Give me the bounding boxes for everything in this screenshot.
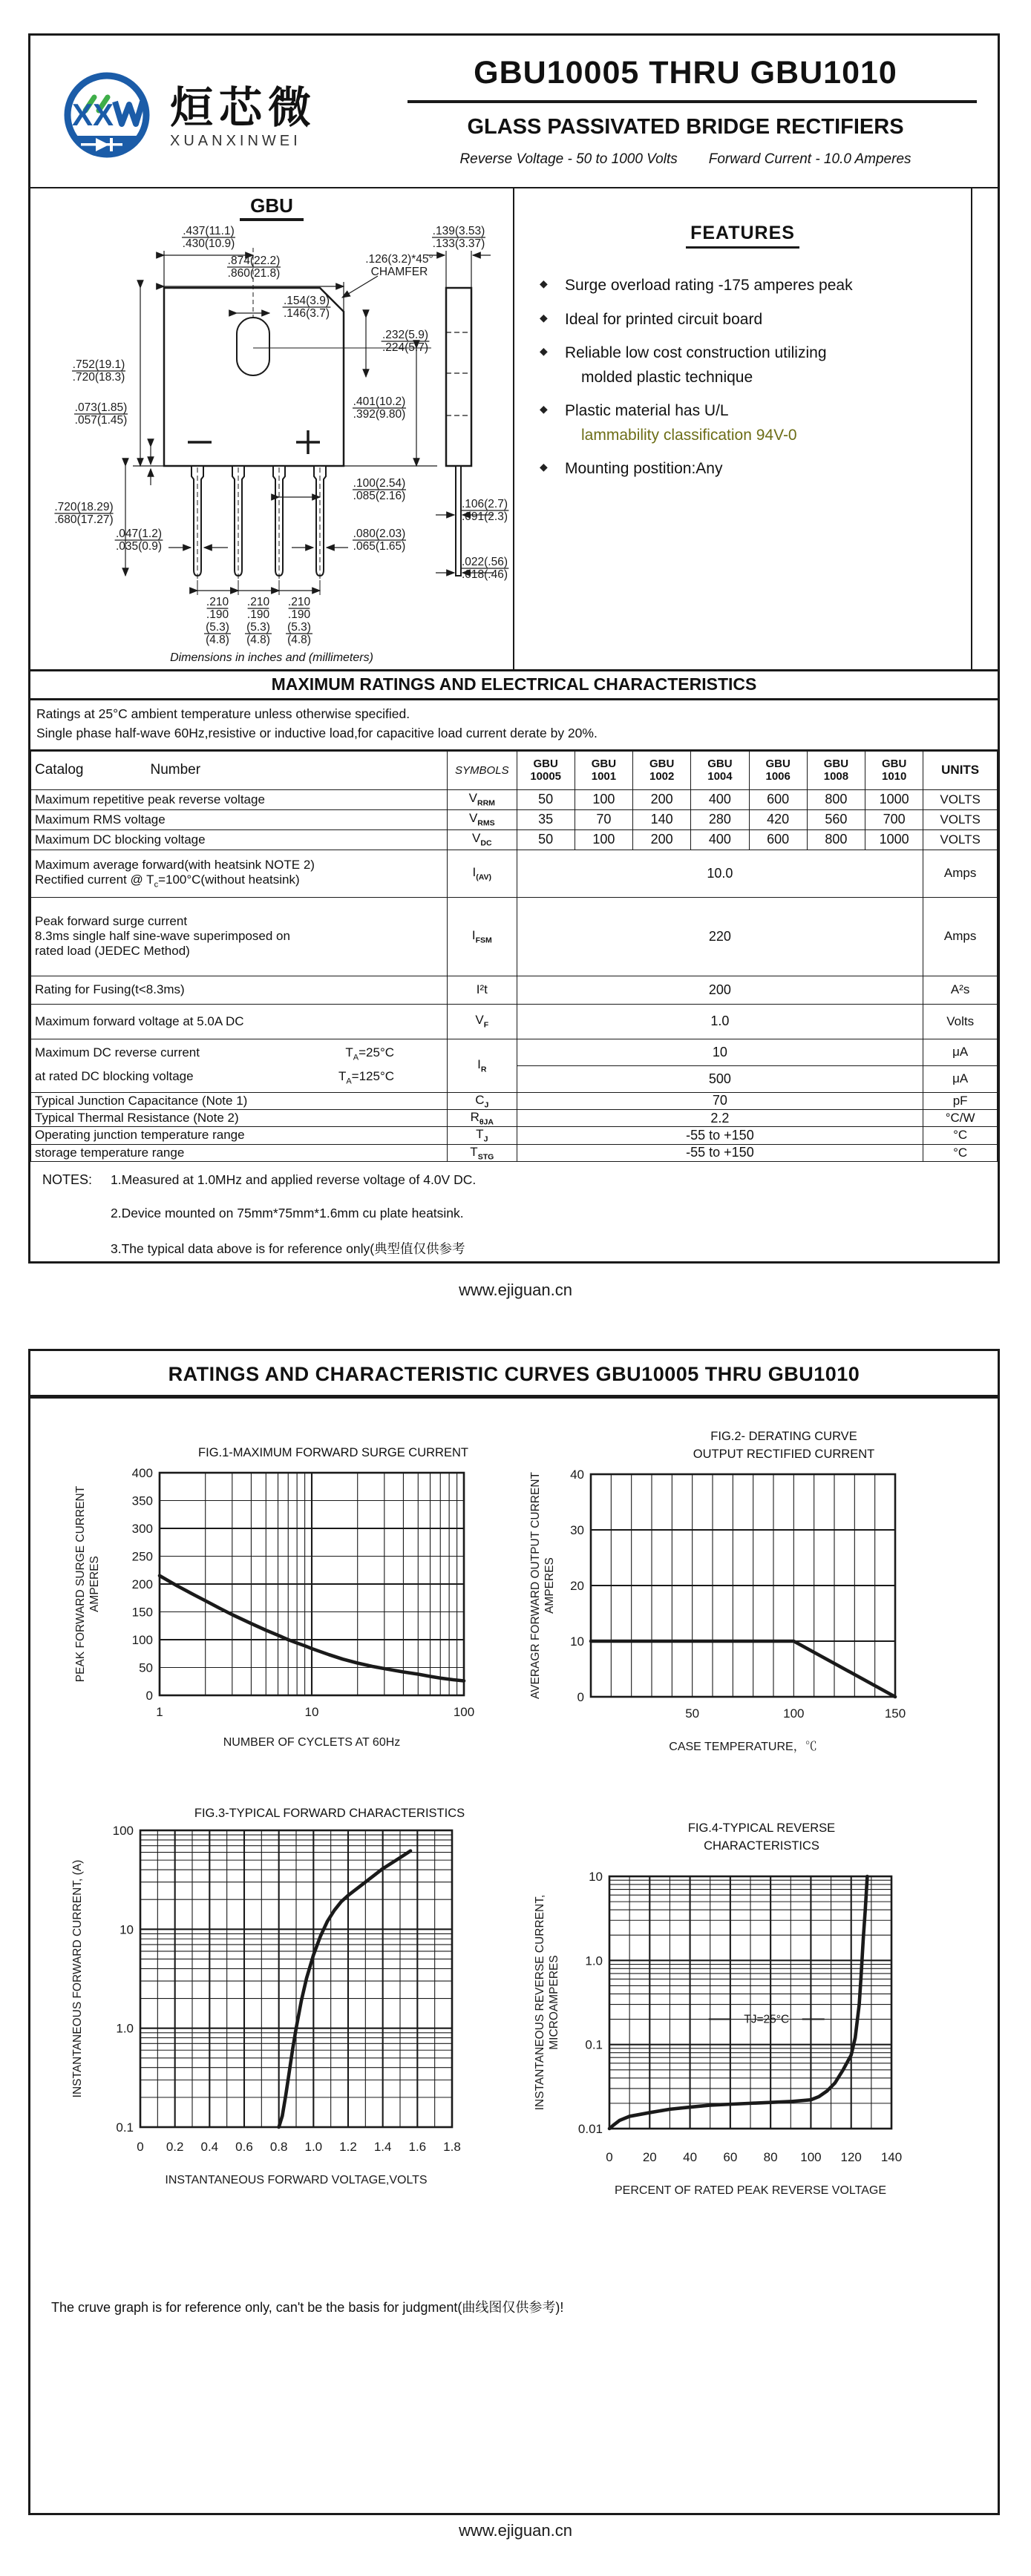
dimension-label: .057(1.45) — [74, 414, 128, 427]
dimension-label: .091(2.3) — [461, 510, 508, 523]
table-row: Maximum DC blocking voltage $V_{DC}$ 50 100 200 400 600 800 1000 VOLTS — [31, 829, 998, 850]
svg-text:AVERAGR FORWARD OUTPUT CURR: AVERAGR FORWARD OUTPUT CURRENT — [529, 1471, 542, 1699]
dimension-label: .190 — [287, 608, 311, 621]
svg-text:20: 20 — [570, 1578, 584, 1593]
dimension-label: .720(18.29) — [54, 501, 114, 513]
ratings-table — [30, 751, 998, 1163]
figure-1-chart — [51, 1462, 519, 1758]
svg-text:20: 20 — [642, 2149, 657, 2164]
table-row: Maximum average forward(with heatsink NOTE 2) Rectified current @ $T_c=100^\circ C(without$ heatsink) $I_{(AV)}$ 10.0 Amps — [31, 850, 998, 897]
svg-text:10: 10 — [120, 1922, 134, 1937]
doc-subtitle: GLASS PASSIVATED BRIDGE RECTIFIERS — [467, 115, 904, 139]
dimension-label: (4.8) — [246, 634, 270, 646]
svg-text:350: 350 — [131, 1494, 153, 1508]
table-row: Maximum repetitive peak reverse voltage $V_{RRM}$ 50 100 200 400 600 800 1000 VOLTS — [31, 789, 998, 809]
dimension-caption: Dimensions in inches and (millimeters) — [170, 651, 373, 664]
dimension-label: .752(19.1) — [72, 358, 125, 371]
diamond-bullet-icon: ◆ — [540, 403, 548, 415]
dimension-label: .190 — [246, 608, 270, 621]
dimension-label: (4.8) — [206, 634, 229, 646]
svg-text:0: 0 — [137, 2139, 144, 2154]
dimension-label: .018(.46) — [461, 568, 508, 581]
svg-text:100: 100 — [112, 1823, 134, 1838]
svg-text:0.8: 0.8 — [269, 2139, 288, 2154]
dimension-label: .133(3.37) — [432, 237, 485, 250]
note-line: 2.Device mounted on 75mm*75mm*1.6mm cu plate heatsink. — [111, 1206, 464, 1221]
svg-text:0: 0 — [145, 1688, 153, 1703]
dimension-label: .190 — [206, 608, 229, 621]
figure-2 — [517, 1428, 1007, 1763]
package-outline-drawing — [30, 221, 513, 654]
dimension-label: (4.8) — [287, 634, 311, 646]
svg-text:XX: XX — [72, 97, 114, 132]
table-row: Rating for Fusing(t<8.3ms) I²t 200 A²s — [31, 976, 998, 1004]
notes-label: NOTES: — [42, 1172, 93, 1188]
table-row: Typical Junction Capacitance (Note 1) $C_J$ 70 pF — [31, 1092, 998, 1109]
svg-text:1.0: 1.0 — [585, 1954, 603, 1968]
dimension-label: .210 — [206, 596, 229, 608]
svg-text:150: 150 — [884, 1706, 906, 1721]
dimension-label: .100(2.54) — [353, 477, 406, 490]
dimension-label: .085(2.16) — [353, 490, 406, 502]
figure-3-chart — [51, 1823, 519, 2194]
ratings-preamble — [30, 700, 998, 751]
dimension-label: .073(1.85) — [74, 401, 128, 414]
dimension-label: .680(17.27) — [54, 513, 114, 526]
svg-text:INSTANTANEOUS REVERSE CURREN: INSTANTANEOUS REVERSE CURRENT, — [534, 1894, 546, 2111]
svg-text:100: 100 — [453, 1704, 475, 1719]
dimension-label: .210 — [287, 596, 311, 608]
table-row: Peak forward surge current 8.3ms single half sine-wave superimposed on rated load (JEDEC Method) $I_{FSM}$ 220 Amps — [31, 897, 998, 976]
dimension-label: .392(9.80) — [353, 408, 406, 421]
svg-text:PERCENT OF RATED PEAK REVERSE: PERCENT OF RATED PEAK REVERSE VOLTAGE — [614, 2184, 887, 2197]
dimension-label: .860(21.8) — [227, 267, 281, 280]
svg-text:MICROAMPERES: MICROAMPERES — [548, 1955, 560, 2050]
figures-area — [30, 1399, 998, 2278]
dimension-label: .035(0.9) — [115, 540, 163, 553]
dimension-label: .106(2.7) — [461, 498, 508, 510]
curves-heading: RATINGS AND CHARACTERISTIC CURVES GBU10005 THRU GBU1010 — [30, 1351, 998, 1399]
dimension-label: CHAMFER — [370, 266, 428, 278]
svg-text:1.2: 1.2 — [339, 2139, 357, 2154]
ratings-note-1: Ratings at 25°C ambient temperature unless otherwise specified. — [36, 706, 410, 721]
dimension-label: (5.3) — [246, 621, 270, 634]
dimension-label: .232(5.9) — [382, 329, 429, 341]
svg-text:40: 40 — [570, 1467, 584, 1482]
svg-text:0.1: 0.1 — [116, 2120, 134, 2135]
figure-4-title: FIG.4-TYPICAL REVERSE CHARACTERISTICS — [687, 1821, 836, 1853]
feature-item: ◆ Plastic material has U/L lammability classification 94V-0 — [540, 402, 797, 444]
dimension-label: .022(.56) — [461, 556, 508, 568]
svg-text:AMPERES: AMPERES — [543, 1557, 556, 1614]
svg-text:0.4: 0.4 — [200, 2139, 219, 2154]
figure-4 — [517, 1820, 1007, 2208]
table-row: Maximum RMS voltage $V_{RMS}$ 35 70 140 280 420 560 700 VOLTS — [31, 809, 998, 829]
svg-text:1.6: 1.6 — [408, 2139, 427, 2154]
svg-text:150: 150 — [131, 1605, 153, 1620]
package-name: GBU — [30, 194, 513, 221]
figure-2-chart — [517, 1464, 1007, 1759]
feature-item: ◆ Reliable low cost construction utilizing molded plastic technique — [540, 344, 827, 386]
svg-text:100: 100 — [800, 2149, 822, 2164]
diamond-bullet-icon: ◆ — [540, 461, 548, 473]
svg-text:1.4: 1.4 — [373, 2139, 392, 2154]
svg-text:1: 1 — [156, 1704, 163, 1719]
chart-annotation: TJ=25°C — [744, 2013, 790, 2026]
note-line: 3.The typical data above is for reference only(典型值仅供参考 — [111, 1241, 465, 1257]
package-diagram-section — [30, 188, 514, 669]
dimension-label: .065(1.65) — [353, 540, 406, 553]
svg-text:1.0: 1.0 — [304, 2139, 323, 2154]
svg-text:300: 300 — [131, 1521, 153, 1536]
table-row: Maximum DC reverse current $T_A=25^\circ C$ at rated DC blocking voltage $T_A=125^\circ C$ $I_R$ 10 μA — [31, 1039, 998, 1065]
figure-1-title: FIG.1-MAXIMUM FORWARD SURGE CURRENT — [198, 1446, 468, 1459]
title-rule — [408, 100, 977, 103]
table-row: Typical Thermal Resistance (Note 2) $R_{\theta JA}$ 2.2 °C/W — [31, 1109, 998, 1126]
dimension-label: .430(10.9) — [182, 237, 235, 250]
figure-2-title: FIG.2- DERATING CURVE OUTPUT RECTIFIED CURRENT — [693, 1430, 875, 1461]
table-row: 500 μA — [31, 1065, 998, 1092]
dimension-label: .437(11.1) — [183, 225, 235, 237]
svg-text:40: 40 — [683, 2149, 698, 2164]
feature-item: ◆ Ideal for printed circuit board — [540, 310, 763, 328]
svg-text:AMPERES: AMPERES — [88, 1556, 101, 1612]
features-section — [514, 188, 972, 669]
dimension-label: .126(3.2)*45° — [365, 253, 433, 266]
dimension-label: (5.3) — [287, 621, 311, 634]
table-header-row: Catalog Number SYMBOLS GBU 10005 GBU 1001 GBU 1002 GBU 1004 GBU 1006 GBU 1008 GBU 1010 UNITS — [31, 751, 998, 789]
features-heading: FEATURES — [686, 223, 799, 249]
svg-text:140: 140 — [880, 2149, 903, 2164]
svg-text:INSTANTANEOUS FORWARD VOLTAGE,: INSTANTANEOUS FORWARD VOLTAGE,VOLTS — [165, 2173, 428, 2186]
svg-text:0.6: 0.6 — [235, 2139, 253, 2154]
svg-text:PEAK FORWARD SURGE CURRENT: PEAK FORWARD SURGE CURRENT — [74, 1485, 87, 1683]
svg-text:30: 30 — [570, 1522, 584, 1537]
dimension-label: .139(3.53) — [432, 225, 485, 237]
feature-item: ◆ Surge overload rating -175 amperes peak — [540, 277, 853, 294]
svg-text:200: 200 — [131, 1577, 153, 1591]
svg-text:0.2: 0.2 — [166, 2139, 184, 2154]
svg-text:10: 10 — [304, 1704, 319, 1719]
svg-text:50: 50 — [685, 1706, 700, 1721]
svg-text:0.1: 0.1 — [585, 2037, 603, 2052]
svg-text:1.8: 1.8 — [443, 2139, 461, 2154]
diamond-bullet-icon: ◆ — [540, 311, 548, 323]
svg-text:50: 50 — [139, 1660, 153, 1675]
features-list — [540, 274, 971, 482]
dimension-label: .874(22.2) — [227, 254, 281, 267]
doc-title: GBU10005 THRU GBU1010 — [474, 55, 897, 91]
svg-text:1.0: 1.0 — [116, 2021, 134, 2036]
table-row: Operating junction temperature range $T_J$ -55 to +150 °C — [31, 1127, 998, 1144]
diamond-bullet-icon: ◆ — [540, 277, 548, 289]
company-name-chinese: 烜芯微 — [170, 84, 318, 133]
feature-item: ◆ Mounting postition:Any — [540, 460, 723, 478]
dimension-label: .154(3.9) — [283, 295, 330, 307]
ratings-note-2: Single phase half-wave 60Hz,resistive or inductive load,for capacitive load current derate by 20%. — [36, 726, 598, 741]
diamond-bullet-icon: ◆ — [540, 345, 548, 358]
table-row: storage temperature range $T_{STG}$ -55 to +150 °C — [31, 1144, 998, 1161]
dimension-label: .401(10.2) — [353, 395, 406, 408]
svg-text:100: 100 — [131, 1632, 153, 1647]
svg-text:CASE TEMPERATURE，℃: CASE TEMPERATURE，℃ — [669, 1740, 817, 1753]
logo-mark-icon — [51, 69, 163, 167]
svg-text:10: 10 — [589, 1869, 603, 1884]
website-url: www.ejiguan.cn — [459, 1281, 572, 1299]
svg-text:INSTANTANEOUS FORWARD CURRENT,: INSTANTANEOUS FORWARD CURRENT, (A) — [71, 1859, 84, 2098]
figure-4-chart — [517, 1856, 1007, 2204]
website-url: www.ejiguan.cn — [459, 2521, 572, 2540]
svg-text:0.01: 0.01 — [577, 2121, 603, 2136]
svg-text:NUMBER OF CYCLETS AT 60Hz: NUMBER OF CYCLETS AT 60Hz — [223, 1735, 401, 1749]
company-logo — [30, 36, 387, 187]
page-2 — [28, 1349, 1000, 2515]
table-row: Maximum forward voltage at 5.0A DC $V_F$ 1.0 Volts — [31, 1004, 998, 1039]
svg-text:120: 120 — [840, 2149, 862, 2164]
svg-text:0: 0 — [606, 2149, 613, 2164]
figure-3 — [51, 1805, 519, 2198]
svg-text:0: 0 — [577, 1689, 584, 1704]
svg-text:10: 10 — [570, 1634, 584, 1649]
ratings-heading: MAXIMUM RATINGS AND ELECTRICAL CHARACTERISTICS — [30, 671, 998, 700]
curves-disclaimer: The cruve graph is for reference only, can't be the basis for judgment(曲线图仅供参考)! — [51, 2300, 564, 2315]
page-1 — [28, 33, 1000, 1264]
svg-text:400: 400 — [131, 1465, 153, 1480]
dimension-label: .047(1.2) — [115, 528, 163, 540]
note-line: 1.Measured at 1.0MHz and applied reverse voltage of 4.0V DC. — [111, 1172, 477, 1188]
svg-text:100: 100 — [783, 1706, 805, 1721]
notes-section — [30, 1162, 998, 1258]
dimension-label: .224(5.7) — [382, 341, 429, 354]
header — [30, 36, 998, 188]
svg-text:80: 80 — [763, 2149, 778, 2164]
dimension-label: .146(3.7) — [283, 307, 330, 320]
figure-1 — [51, 1445, 519, 1761]
voltage-current-tagline: Reverse Voltage - 50 to 1000 Volts Forward Current - 10.0 Amperes — [459, 151, 911, 167]
figure-3-title: FIG.3-TYPICAL FORWARD CHARACTERISTICS — [194, 1807, 465, 1820]
dimension-label: (5.3) — [206, 621, 229, 634]
svg-text:250: 250 — [131, 1549, 153, 1564]
notes-list — [111, 1172, 987, 1258]
dimension-label: .720(18.3) — [72, 371, 125, 384]
svg-text:60: 60 — [723, 2149, 738, 2164]
dimension-label: .210 — [246, 596, 270, 608]
dimension-label: .080(2.03) — [353, 528, 406, 540]
company-name-roman: XUANXINWEI — [170, 132, 301, 149]
